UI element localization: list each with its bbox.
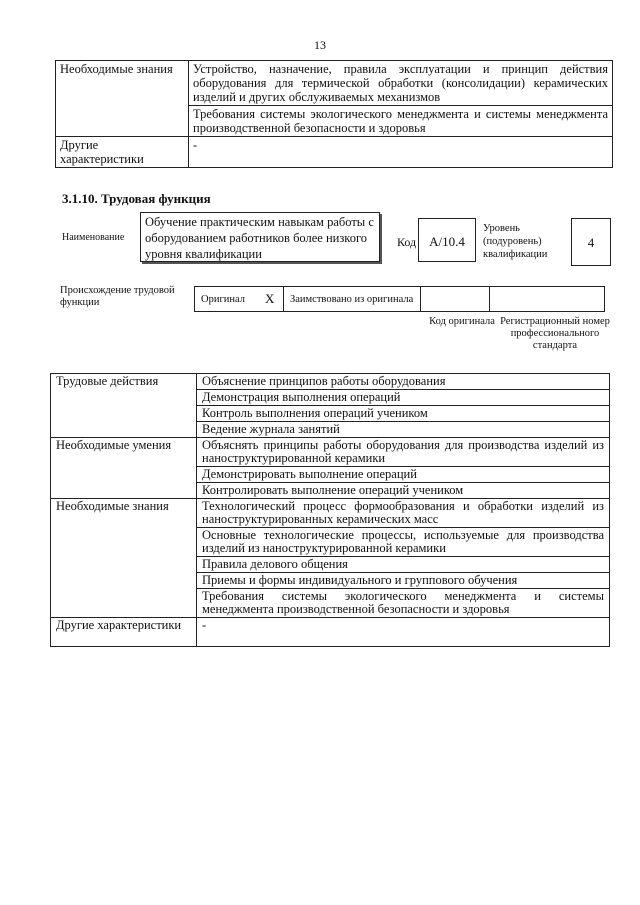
row-label: Трудовые действия bbox=[51, 374, 197, 438]
origin-table bbox=[194, 286, 605, 312]
level-label: Уровень (подуровень) квалификации bbox=[483, 223, 548, 260]
table-cell: Демонстрация выполнения операций bbox=[197, 390, 610, 406]
row-label: Другие характеристики bbox=[56, 137, 189, 168]
code-label: Код bbox=[397, 235, 417, 249]
name-label: Наименование bbox=[62, 232, 125, 243]
level-value: 4 bbox=[571, 218, 611, 266]
row-label: Другие характеристики bbox=[51, 618, 197, 647]
origin-label: Происхождение трудовой функции bbox=[60, 285, 175, 308]
main-table bbox=[50, 373, 610, 647]
code-value: А/10.4 bbox=[418, 218, 476, 262]
row-label: Необходимые знания bbox=[51, 499, 197, 618]
origin-code-cell bbox=[421, 287, 490, 312]
table-cell: - bbox=[197, 618, 610, 647]
table-cell: Технологический процесс формообразования и обработки изделий из наноструктурированных керамических масс bbox=[197, 499, 610, 528]
original-mark: X bbox=[259, 287, 284, 312]
table-cell: Контролировать выполнение операций учеником bbox=[197, 483, 610, 499]
row-label: Необходимые знания bbox=[56, 61, 189, 137]
table-row bbox=[195, 287, 605, 312]
borrowed-label: Заимствовано из оригинала bbox=[284, 287, 421, 312]
row-label: Необходимые умения bbox=[51, 438, 197, 499]
top-table bbox=[55, 60, 613, 168]
origin-code-caption: Код оригинала bbox=[429, 316, 495, 327]
table-cell: - bbox=[189, 137, 613, 168]
table-cell: Объяснять принципы работы оборудования для производства изделий из наноструктурированной керамики bbox=[197, 438, 610, 467]
table-row bbox=[51, 374, 610, 390]
table-cell: Требования системы экологического менеджмента и системы менеджмента производственной безопасности и здоровья bbox=[189, 106, 613, 137]
table-cell: Демонстрировать выполнение операций bbox=[197, 467, 610, 483]
table-cell: Контроль выполнения операций учеником bbox=[197, 406, 610, 422]
table-cell: Объяснение принципов работы оборудования bbox=[197, 374, 610, 390]
section-heading: 3.1.10. Трудовая функция bbox=[62, 191, 211, 206]
reg-number-caption: Регистрационный номер профессионального стандарта bbox=[500, 316, 610, 351]
table-cell: Правила делового общения bbox=[197, 557, 610, 573]
table-row bbox=[56, 137, 613, 168]
table-cell: Требования системы экологического менеджмента и системы менеджмента производственной безопасности и здоровья bbox=[197, 589, 610, 618]
table-row bbox=[51, 438, 610, 467]
name-value: Обучение практическим навыкам работы с оборудованием работников более низкого уровня квалификации bbox=[140, 212, 380, 262]
table-row bbox=[51, 618, 610, 647]
table-row bbox=[51, 499, 610, 528]
table-cell: Приемы и формы индивидуального и группового обучения bbox=[197, 573, 610, 589]
page-number: 13 bbox=[314, 38, 326, 52]
table-cell: Ведение журнала занятий bbox=[197, 422, 610, 438]
reg-number-cell bbox=[490, 287, 605, 312]
table-cell: Основные технологические процессы, используемые для производства изделий из наноструктурированной керамики bbox=[197, 528, 610, 557]
table-cell: Устройство, назначение, правила эксплуатации и принцип действия оборудования для термической обработки (консолидации) керамических изделий и других обслуживаемых механизмов bbox=[189, 61, 613, 106]
original-label: Оригинал bbox=[195, 287, 260, 312]
table-row bbox=[56, 61, 613, 106]
